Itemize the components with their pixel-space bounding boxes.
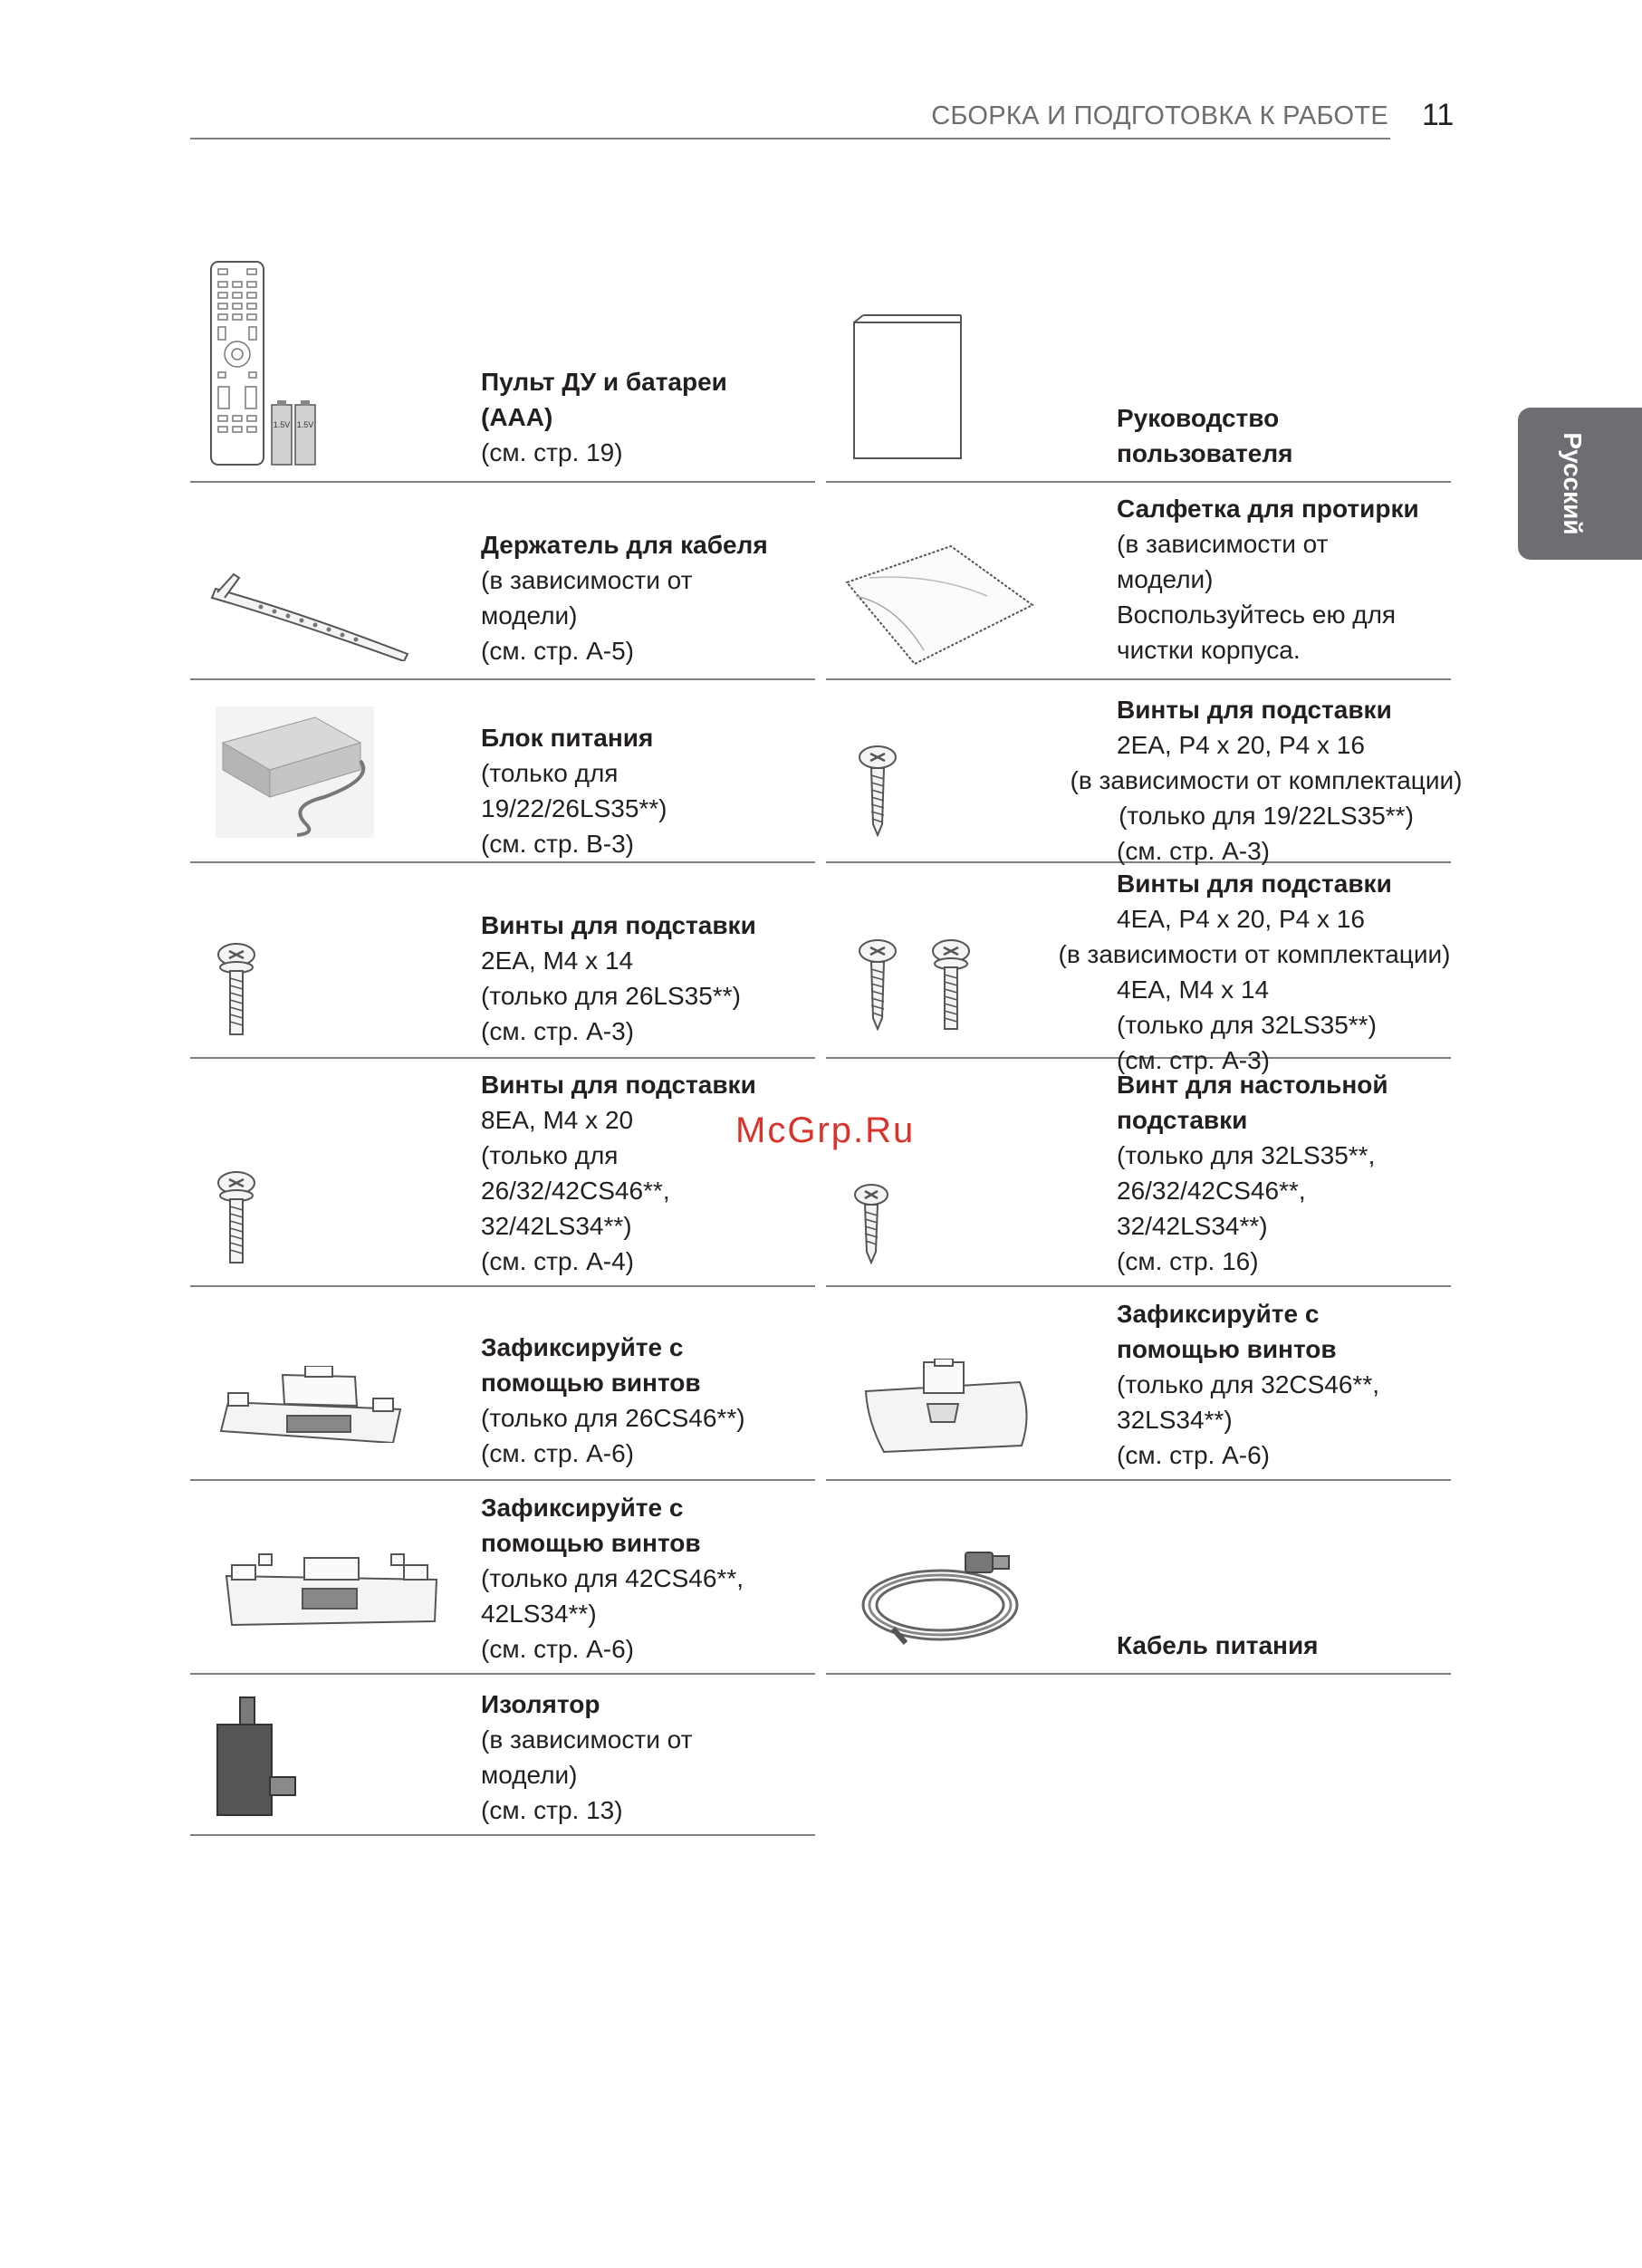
row-rule-right-7 [826,1673,1451,1675]
bracket-icon [223,1549,440,1626]
machine-screw-icon [930,938,972,1033]
item-stand-screws-1-text: Винты для подставки 2EA, P4 x 20, P4 x 16 (в зависимости от комплектации) (только для 19/22LS35**) (см. стр. A-3) [1070,696,1463,865]
item-cloth-text: Салфетка для протирки (в зависимости от модели) Воспользуйтесь ею для чистки корпуса. [1117,495,1419,664]
item-stand-screws-2-text: Винты для подставки 2EA, M4 x 14 (только для 26LS35**) (см. стр. A-3) [481,911,756,1045]
row-rule-right-2 [826,678,1451,680]
power-adapter-icon [216,706,374,838]
item-desk-screw-text: Винт для настольной подставки (только для 32LS35**, 26/32/42CS46**, 32/42LS34**) (см. стр. 16) [1117,1071,1388,1275]
row-rule-left-4 [190,1057,815,1059]
item-fix-1-text: Зафиксируйте с помощью винтов (только для 26CS46**) (см. стр. A-6) [481,1333,745,1467]
language-tab[interactable] [1518,408,1642,560]
row-rule-left-5 [190,1285,815,1287]
battery-label-1: 1.5V [273,420,291,429]
battery-label-2: 1.5V [296,420,314,429]
item-stand-screws-4-text: Винты для подставки 8EA, M4 x 20 (только для 26/32/42CS46**, 32/42LS34**) (см. стр. A-4) [481,1071,756,1275]
remote-control-icon [206,260,324,468]
section-title: СБОРКА И ПОДГОТОВКА К РАБОТЕ [931,101,1388,130]
tapping-screw-icon [853,1183,889,1264]
item-cable-holder-text: Держатель для кабеля (в зависимости от модели) (см. стр. A-5) [481,531,768,665]
machine-screw-icon [216,942,257,1037]
item-stand-screws-3-text: Винты для подставки 4EA, P4 x 20, P4 x 16 (в зависимости от комплектации) 4EA, M4 x 14 (только для 32LS35**) (см. стр. A-3) [1058,870,1451,1074]
row-rule-left-6 [190,1479,815,1481]
item-fix-2-text: Зафиксируйте с помощью винтов (только для 32CS46**, 32LS34**) (см. стр. A-6) [1117,1300,1380,1469]
row-rule-left-3 [190,861,815,863]
item-fix-3-text: Зафиксируйте с помощью винтов (только для 42CS46**, 42LS34**) (см. стр. A-6) [481,1494,744,1663]
tapping-screw-icon [858,938,898,1031]
bracket-icon [219,1366,409,1443]
row-rule-left-8 [190,1834,815,1836]
page-number: 11 [1422,98,1455,132]
row-rule-left-2 [190,678,815,680]
item-manual-text: Руководство пользователя [1117,404,1293,467]
cable-holder-icon [206,571,415,661]
language-tab-label: Русский [1559,432,1587,535]
tapping-screw-icon [858,745,898,837]
row-rule-left-1 [190,481,815,483]
item-power-cable-text: Кабель питания [1117,1631,1319,1659]
item-power-supply-text: Блок питания (только для 19/22/26LS35**) (см. стр. B-3) [481,724,667,858]
bracket-icon [859,1359,1035,1454]
watermark: McGrp.Ru [735,1110,916,1150]
row-rule-right-5 [826,1285,1451,1287]
user-manual-icon [849,313,966,463]
power-cable-icon [859,1549,1031,1648]
row-rule-right-1 [826,481,1451,483]
machine-screw-icon [216,1170,257,1265]
item-isolator-text: Изолятор (в зависимости от модели) (см. стр. 13) [481,1690,693,1824]
isolator-icon [216,1696,297,1818]
header-rule [190,138,1390,139]
item-remote-text: Пульт ДУ и батареи (AAA) (см. стр. 19) [481,368,727,466]
cleaning-cloth-icon [842,542,1037,668]
row-rule-right-6 [826,1479,1451,1481]
row-rule-left-7 [190,1673,815,1675]
